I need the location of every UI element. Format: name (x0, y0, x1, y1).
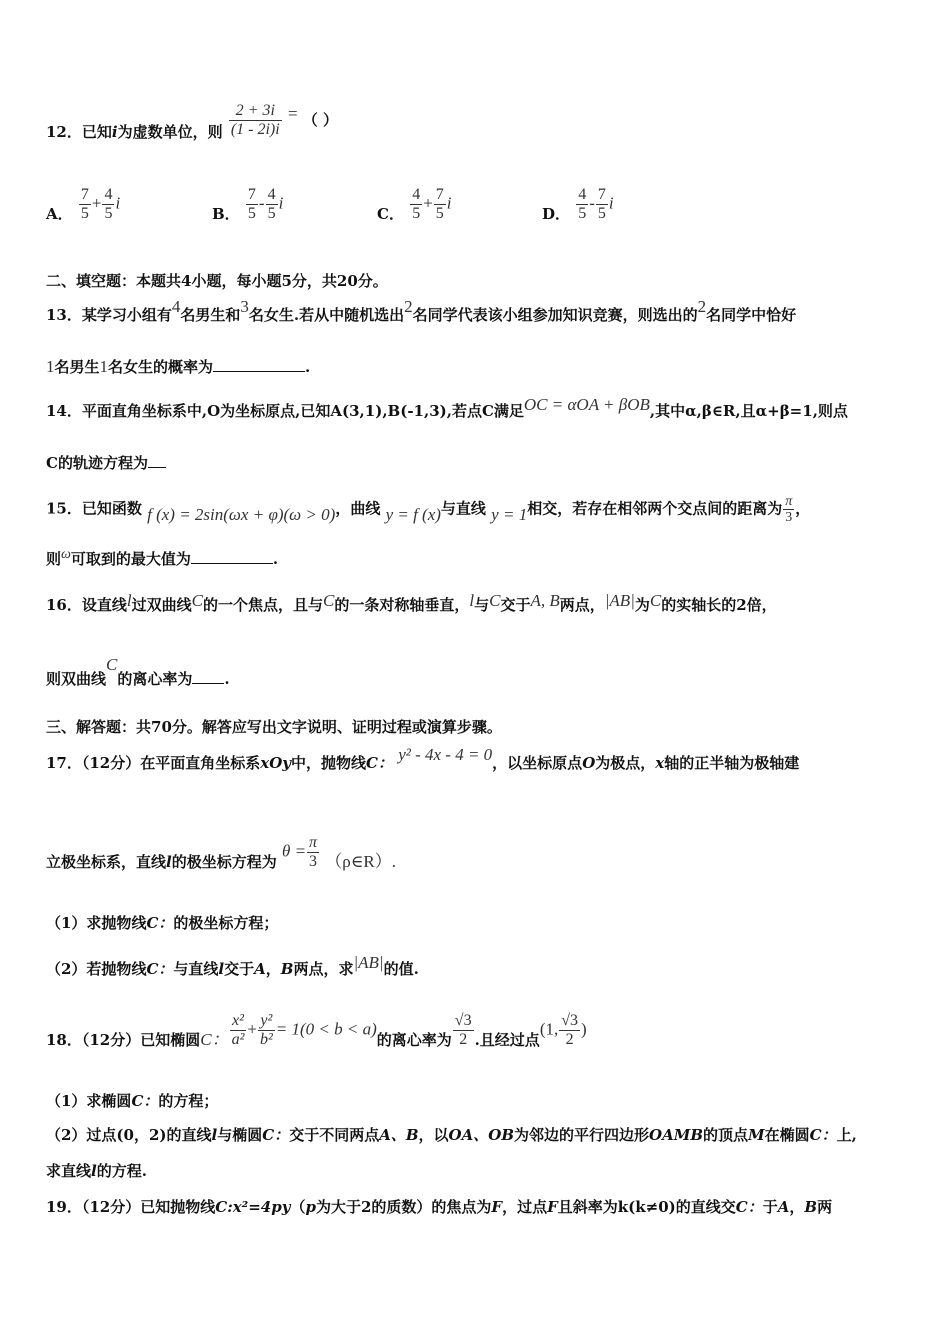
var: l (218, 960, 225, 978)
op: + (247, 1019, 257, 1039)
var-l: l (126, 591, 132, 610)
question-12 (46, 102, 910, 148)
var: C： (366, 754, 393, 772)
var: C： (200, 1029, 229, 1049)
text: （1）求椭圆 (46, 1092, 132, 1110)
num: 3 (240, 297, 249, 316)
den: b² (259, 1031, 273, 1048)
q12-frac-den: (1 - 2i)i (230, 121, 280, 138)
question-14-line-2 (46, 452, 910, 474)
var-c: C (106, 655, 118, 674)
text: 的一个焦点，且与 (202, 596, 323, 614)
option-label: B． (212, 204, 240, 223)
den: 5 (247, 205, 256, 222)
text: ，以坐标原点 (492, 754, 583, 772)
line-formula: y = 1 (491, 504, 528, 524)
text: 为大于2的质数）的焦点为 (315, 1198, 492, 1216)
num: x² (230, 1012, 247, 1031)
text: 过双曲线 (131, 596, 192, 614)
section-3-heading: 三、解答题：共70分。解答应写出文字说明、证明过程或演算步骤。 (46, 718, 502, 736)
text: 的值. (383, 960, 419, 978)
points-ab: A, B (530, 591, 560, 610)
var-c: C (322, 591, 335, 610)
question-17-sub-2 (46, 953, 910, 980)
question-18-line-1 (46, 1012, 910, 1060)
text: 的一条对称轴垂直， (334, 596, 470, 614)
text: 18．（12分）已知椭圆 (46, 1030, 201, 1049)
question-17-line-1 (46, 745, 910, 774)
var: A、B (379, 1126, 419, 1144)
option-frac-1 (576, 186, 588, 223)
x-fraction (230, 1012, 247, 1049)
den: 5 (597, 205, 606, 222)
text: 的方程； (158, 1092, 219, 1110)
text: 15．已知函数 (46, 499, 142, 518)
curve-formula: y = f (x) (385, 504, 441, 524)
text: （ (290, 1198, 306, 1216)
num: 1 (99, 357, 109, 376)
point: ) (581, 1019, 587, 1039)
num: π (785, 494, 793, 509)
text: 的极坐标方程； (173, 914, 279, 932)
tail: i (608, 193, 614, 213)
num: 4 (578, 186, 587, 203)
point: (1, (539, 1019, 559, 1039)
option-label: D． (542, 204, 571, 223)
var: l (211, 1126, 218, 1144)
text: . (224, 670, 230, 688)
text: 则 (46, 550, 62, 568)
text: 于 (762, 1198, 778, 1216)
text: 名女生.若从中随机选出 (248, 306, 405, 324)
num: 7 (80, 186, 89, 203)
var: C： (131, 1092, 159, 1110)
text: 两 (817, 1198, 833, 1216)
option-frac-1 (79, 186, 91, 223)
var: B (280, 960, 294, 978)
var: p (305, 1198, 316, 1216)
condition: = 1(0 < b < a) (275, 1019, 377, 1039)
text: 14．平面直角坐标系中,O为坐标原点,已知A(3,1),B(-1,3),若点C满足 (46, 402, 524, 420)
option-frac-2 (102, 186, 114, 223)
point-fraction (559, 1012, 580, 1049)
text: .且经过点 (474, 1030, 540, 1049)
tail: i (278, 193, 284, 213)
text: 名女生的概率为 (108, 358, 214, 376)
text: ，以 (418, 1126, 449, 1144)
rho-domain: （ρ∈R）. (325, 851, 396, 871)
option-label: A． (46, 204, 73, 223)
text: ， (265, 960, 281, 978)
eccentricity (453, 1012, 474, 1049)
q12-var-i: i (111, 122, 118, 141)
text: 13．某学习小组有 (46, 306, 172, 324)
answer-blank[interactable] (192, 683, 224, 684)
den: 3 (309, 853, 318, 870)
text: 可取到的最大值为 (70, 550, 191, 568)
question-16-line-1 (46, 591, 910, 616)
den: 2 (565, 1031, 574, 1048)
option-frac-2 (596, 186, 608, 223)
text: 17．（12分）在平面直角坐标系 (46, 754, 261, 772)
q12-option-c[interactable] (377, 186, 452, 223)
text: 交于 (224, 960, 255, 978)
theta: θ = (281, 841, 307, 861)
tail: i (446, 193, 452, 213)
text: 名男生和 (180, 306, 241, 324)
text: 且斜率为 (557, 1198, 618, 1216)
question-19-line-1 (46, 1196, 910, 1218)
text: 名同学中恰好 (706, 306, 797, 324)
var: M (748, 1126, 765, 1144)
function-formula: f (x) = 2sin(ωx + φ)(ω > 0) (147, 504, 336, 524)
text: 中，抛物线 (290, 754, 366, 772)
text: 与 (474, 596, 490, 614)
text: 的离心率为 (376, 1030, 452, 1049)
den: 3 (785, 510, 793, 525)
text: 两点， (559, 596, 605, 614)
den: 2 (459, 1031, 468, 1048)
text: 的顶点 (703, 1126, 749, 1144)
op: + (91, 193, 102, 213)
text: 为极点， (595, 754, 656, 772)
slope: k(k≠0) (617, 1198, 676, 1216)
text: 的离心率为 (117, 670, 193, 688)
text: 则双曲线 (46, 670, 107, 688)
text: 的方程. (96, 1162, 147, 1180)
var: A (777, 1198, 790, 1216)
text: （1）求抛物线 (46, 914, 147, 932)
text: ， (789, 1198, 805, 1216)
question-17-sub-1 (46, 912, 910, 934)
text: 16．设直线 (46, 596, 127, 614)
answer-blank[interactable] (191, 563, 273, 564)
num: √3 (454, 1012, 472, 1029)
num: y² (258, 1012, 275, 1031)
question-18-sub-1 (46, 1090, 910, 1112)
option-frac-1 (410, 186, 422, 223)
num: 4 (267, 186, 276, 203)
q12-option-a[interactable] (46, 186, 120, 223)
vector-formula: OC = αOA + βOB (523, 395, 650, 414)
text: 相交，若存在相邻两个交点间的距离为 (527, 499, 783, 518)
var: l (166, 852, 172, 871)
pi-over-3 (783, 494, 794, 525)
num: 2 (404, 297, 413, 316)
text: 名男生 (54, 358, 100, 376)
var: C： (735, 1198, 763, 1216)
text: 交于不同两点 (289, 1126, 380, 1144)
text: 与直线 (440, 499, 486, 518)
text: （2）若抛物线 (46, 960, 147, 978)
option-frac-2 (434, 186, 446, 223)
text: . (272, 550, 279, 568)
text: 名同学代表该小组参加知识竞赛，则选出的 (412, 306, 698, 324)
question-18-sub-2 (46, 1124, 910, 1146)
var: C： (809, 1126, 837, 1144)
abs-ab: |AB| (353, 953, 384, 972)
q12-text: 为虚数单位，则 (117, 122, 223, 141)
question-16-line-2 (46, 655, 910, 696)
question-18-sub-2-line-2 (46, 1160, 910, 1182)
num: 7 (597, 186, 606, 203)
text: 与直线 (173, 960, 219, 978)
den: 5 (435, 205, 444, 222)
text: 的极坐标方程为 (171, 852, 277, 871)
var: C： (262, 1126, 290, 1144)
text: 交于 (500, 596, 531, 614)
text: ， (795, 499, 811, 518)
question-17-line-2 (46, 834, 910, 876)
den: 5 (267, 205, 276, 222)
parabola-equation: y² - 4x - 4 = 0 (398, 745, 493, 764)
text: 与椭圆 (217, 1126, 263, 1144)
answer-blank[interactable] (213, 371, 305, 372)
question-13-line-1 (46, 297, 910, 326)
num: 7 (435, 186, 444, 203)
var: C： (146, 914, 174, 932)
text: ,其中α,β∈R,且α+β=1,则点 (649, 402, 848, 420)
text: 两点，求 (293, 960, 354, 978)
var: O (582, 754, 596, 772)
q12-answer-paren: （ ） (302, 110, 338, 129)
var: OA、OB (448, 1126, 514, 1144)
text: 的实轴长的2倍， (661, 596, 777, 614)
y-fraction (258, 1012, 275, 1049)
den: 5 (80, 205, 89, 222)
var: C： (146, 960, 174, 978)
num: 7 (247, 186, 256, 203)
den: a² (231, 1031, 245, 1048)
text: . (305, 358, 311, 376)
op: + (423, 193, 433, 213)
text: 的直线交 (675, 1198, 736, 1216)
question-13-line-2 (46, 356, 910, 378)
q12-frac-num: 2 + 3i (229, 102, 282, 121)
text: 轴的正半轴为极轴建 (664, 754, 800, 772)
text: 19．（12分）已知抛物线 (46, 1198, 216, 1216)
abs-ab: |AB| (604, 591, 635, 610)
var-l: l (469, 591, 475, 610)
var-c: C (649, 591, 662, 610)
var: x (655, 754, 665, 772)
answer-blank[interactable] (148, 467, 166, 468)
op: - (589, 193, 595, 213)
text: 为邻边的平行四边形 (514, 1126, 650, 1144)
var-c: C (489, 591, 501, 610)
question-15-line-2 (46, 548, 910, 572)
var: B (804, 1198, 818, 1216)
omega: ω (61, 547, 71, 562)
tail: i (115, 193, 121, 213)
num: √3 (561, 1012, 579, 1029)
text: ，曲线 (335, 499, 381, 518)
text: C的轨迹方程为 (46, 454, 148, 472)
den: 5 (412, 205, 421, 222)
num: 4 (412, 186, 421, 203)
parabola-equation: C:x²=4py (215, 1198, 291, 1216)
text: 求直线 (46, 1162, 92, 1180)
text: 上, (836, 1126, 857, 1144)
den: 5 (578, 205, 587, 222)
num: 2 (697, 297, 707, 316)
question-14-line-1 (46, 395, 910, 422)
text: 为 (634, 596, 650, 614)
option-label: C． (377, 204, 404, 223)
text: （2）过点(0，2)的直线 (46, 1126, 212, 1144)
question-15-line-1 (46, 494, 910, 530)
var: F (491, 1198, 503, 1216)
var-c: C (191, 591, 203, 610)
var: xOy (260, 754, 291, 772)
num: π (309, 834, 318, 851)
text: ，过点 (502, 1198, 548, 1216)
den: 5 (104, 205, 113, 222)
var: A (254, 960, 266, 978)
text: 在椭圆 (764, 1126, 810, 1144)
q12-equals: = (287, 103, 298, 123)
num: 4 (104, 186, 113, 203)
q12-fraction (229, 102, 282, 139)
q12-option-d[interactable] (542, 186, 614, 223)
section-2-heading: 二、填空题：本题共4小题，每小题5分，共20分。 (46, 272, 388, 290)
q12-option-b[interactable] (212, 186, 283, 223)
option-frac-1 (246, 186, 258, 223)
var: l (91, 1162, 97, 1180)
var: OAMB (649, 1126, 704, 1144)
q12-lead: 12．已知 (46, 122, 112, 141)
num: 1 (46, 357, 55, 376)
pi-over-3 (307, 834, 319, 871)
op: - (258, 193, 265, 213)
num: 4 (171, 297, 181, 316)
option-frac-2 (266, 186, 278, 223)
text: 立极坐标系，直线 (46, 852, 167, 871)
var: F (547, 1198, 558, 1216)
